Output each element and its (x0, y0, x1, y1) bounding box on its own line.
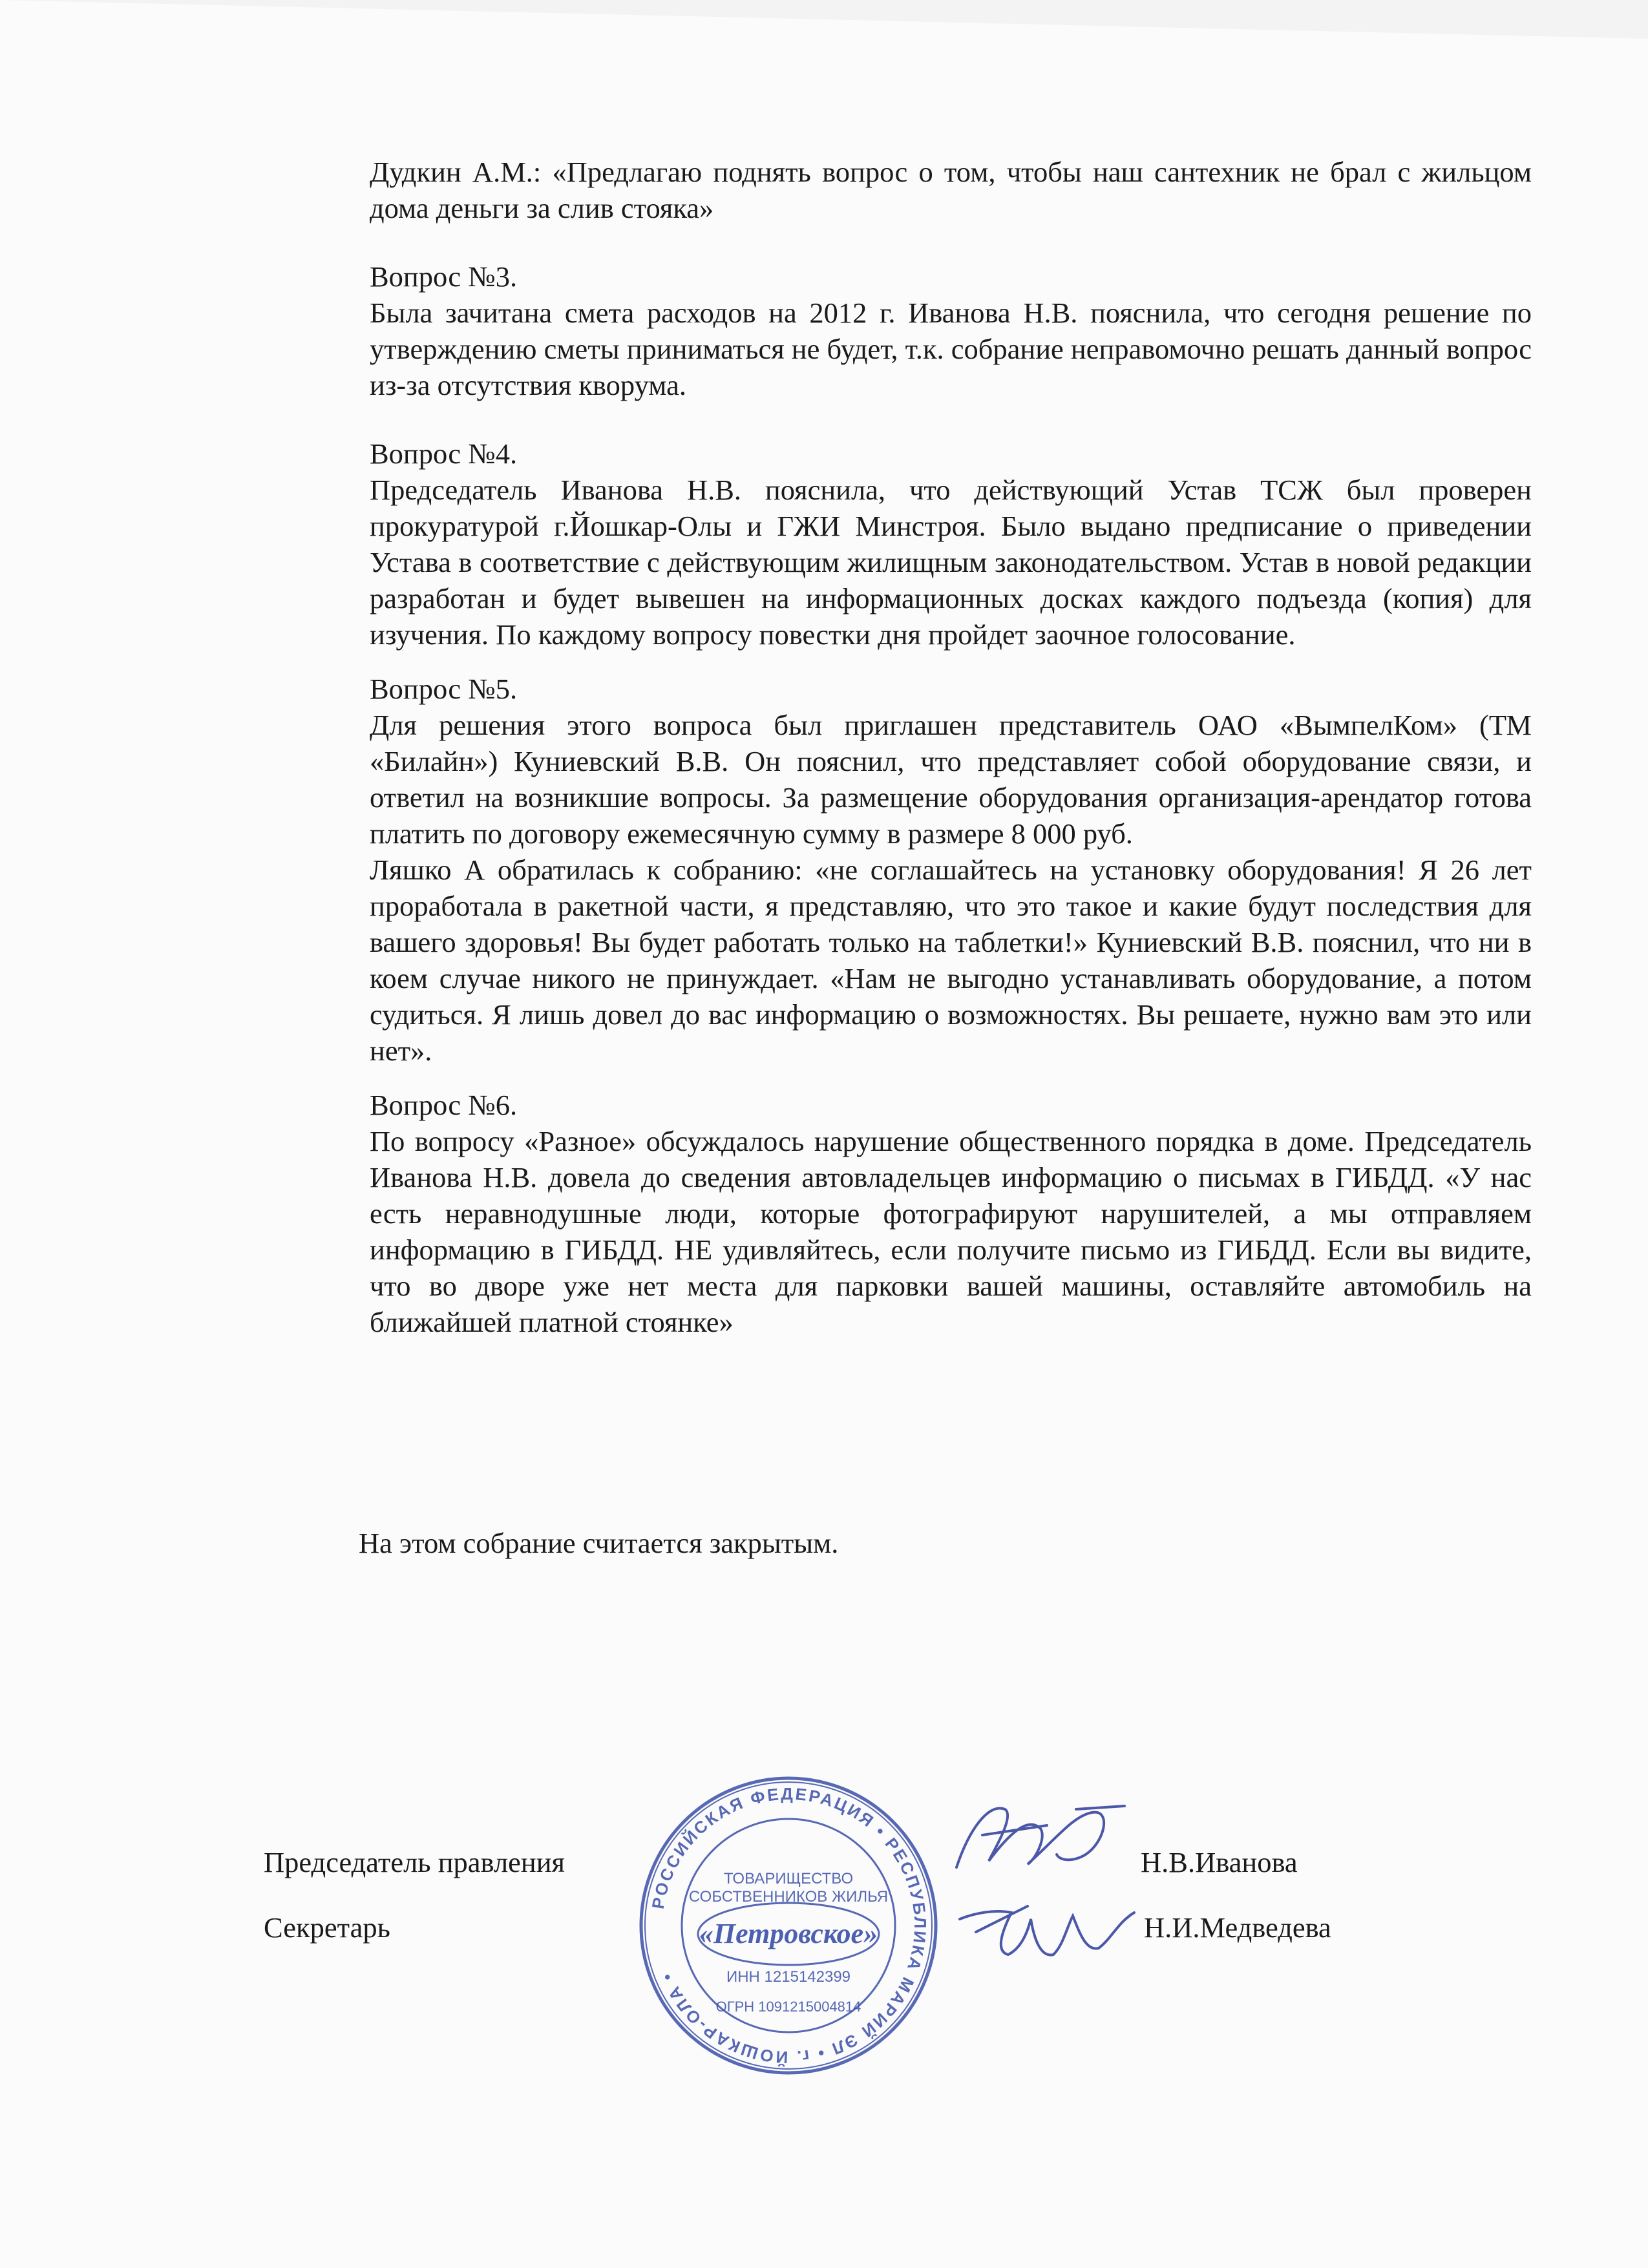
question-4-text: Председатель Иванова Н.В. пояснила, что действующий Устав ТСЖ был проверен прокуратурой г.Йошкар-Олы и ГЖИ Минстроя. Было выдано предписание о приведении Устава в соответствие с действующим жилищным законодательством. Устав в новой редакции разработан и будет вывешен на информационных досках каждого подъезда (копия) для изучения. По каждому вопросу повестки дня пройдет заочное голосование. (370, 474, 1532, 651)
spacer (370, 1069, 1532, 1087)
stamp-ogrn: ОГРН 1091215004814 (715, 1999, 861, 2015)
chair-name: Н.В.Иванова (1141, 1846, 1298, 1878)
question-4-heading: Вопрос №4. (370, 437, 518, 470)
secretary-signature (950, 1893, 1144, 1971)
stamp-line2: СОБСТВЕННИКОВ ЖИЛЬЯ (688, 1888, 889, 1906)
spacer (370, 403, 1532, 436)
page-fold-shadow (0, 0, 1648, 39)
question-5-heading: Вопрос №5. (370, 673, 518, 705)
dudkin-statement: Дудкин А.М.: «Предлагаю поднять вопрос о том, чтобы наш сантехник не брал с жильцом дома деньги за слив стояка» (370, 156, 1532, 224)
stamp-name: «Петровское» (699, 1918, 878, 1949)
stamp-inn: ИНН 1215142399 (726, 1968, 851, 1986)
question-3-text: Была зачитана смета расходов на 2012 г. Иванова Н.В. пояснила, что сегодня решение по утверждению сметы приниматься не будет, т.к. собрание неправомочно решать данный вопрос из-за отсутствия кворума. (370, 297, 1532, 401)
question-6-heading: Вопрос №6. (370, 1089, 518, 1121)
stamp-outer-text: РОССИЙСКАЯ ФЕДЕРАЦИЯ • РЕСПУБЛИКА МАРИЙ ЭЛ • г. ЙОШКАР-ОЛА • (648, 1783, 931, 2068)
question-5-text: Для решения этого вопроса был приглашен представитель ОАО «ВымпелКом» (ТМ «Билайн») Куниевский В.В. Он пояснил, что представляет собой оборудование связи, и ответил на возникшие вопросы. За размещение оборудования организация-арендатор готова платить по договору ежемесячную сумму в размере 8 000 руб. (370, 709, 1532, 850)
chair-signature (944, 1790, 1137, 1887)
spacer (370, 226, 1532, 258)
question-6-text: По вопросу «Разное» обсуждалось нарушение общественного порядка в доме. Председатель Иванова Н.В. довела до сведения автовладельцев информацию о письмах в ГИБДД. «У нас есть неравнодушные люди, которые фотографируют нарушителей, а мы отправляем информацию в ГИБДД. НЕ удивляйтесь, если получите письмо из ГИБДД. Если вы видите, что во дворе уже нет места для парковки вашей машины, оставляйте автомобиль на ближайшей платной стоянке» (370, 1125, 1532, 1338)
question-3-heading: Вопрос №3. (370, 260, 518, 293)
secretary-name: Н.И.Медведева (1144, 1911, 1331, 1944)
organization-stamp (637, 1774, 940, 2077)
stamp-line1: ТОВАРИЩЕСТВО (723, 1870, 854, 1887)
question-5-lyashko-text: Ляшко А обратилась к собранию: «не соглашайтесь на установку оборудования! Я 26 лет проработала в ракетной части, я представляю, что это такое и какие будут последствия для вашего здоровья! Вы будет работать только на таблетки!» Куниевский В.В. пояснил, что ни в коем случае никого не принуждает. «Нам не выгодно устанавливать оборудование, а потом судиться. Я лишь довел до вас информацию о возможностях. Вы решаете, нужно вам это или нет». (370, 854, 1532, 1067)
secretary-title: Секретарь (264, 1911, 390, 1944)
chair-title: Председатель правления (264, 1846, 565, 1878)
closing-statement: На этом собрание считается закрытым. (359, 1527, 839, 1559)
minutes-body (370, 154, 1532, 1340)
spacer (370, 653, 1532, 671)
